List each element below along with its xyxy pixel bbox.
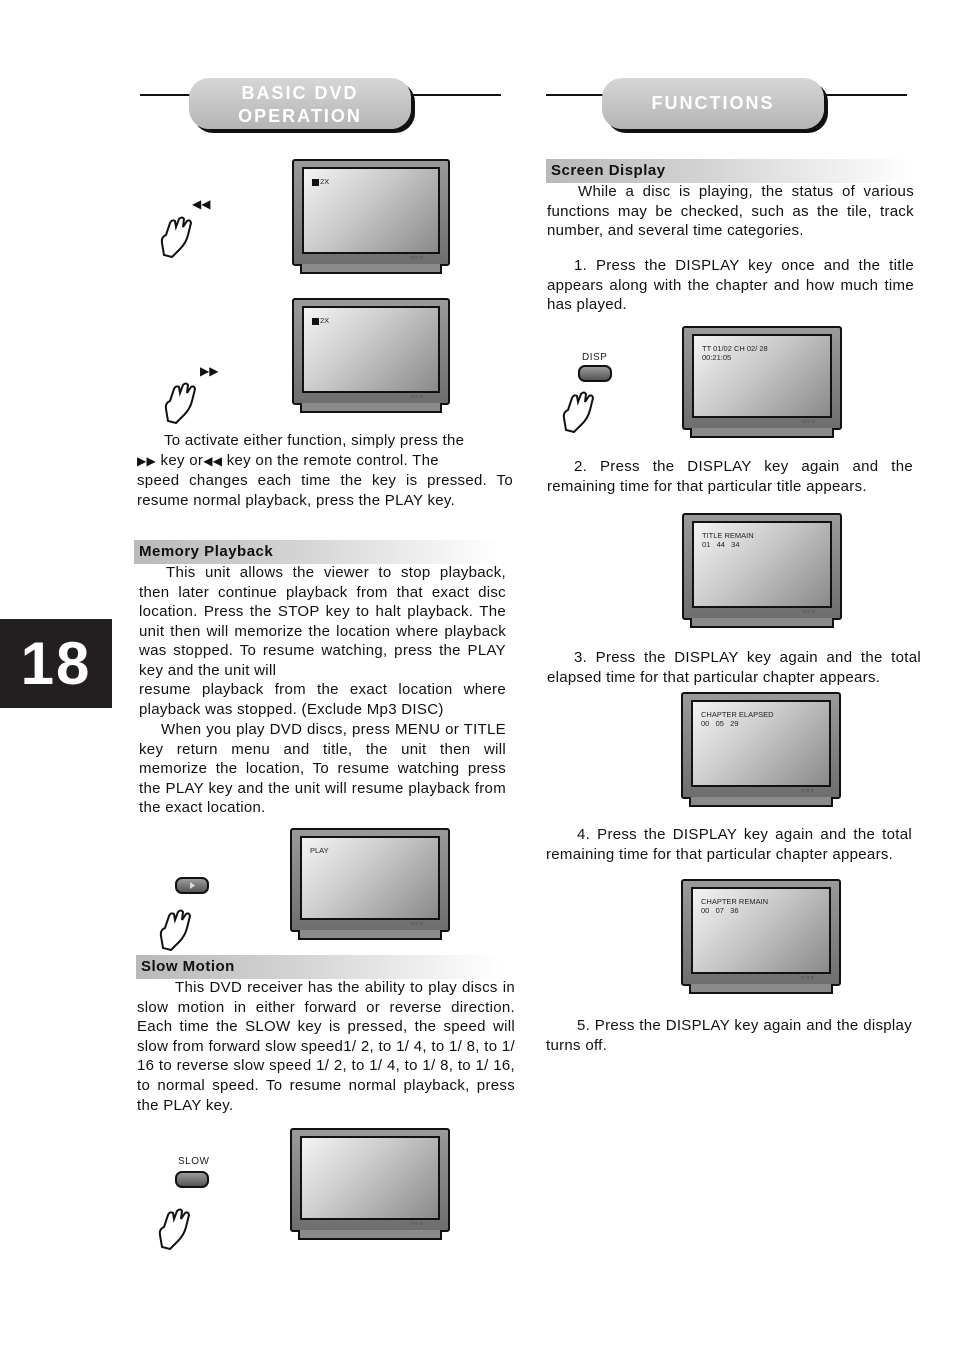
tv-screen [302,167,440,254]
pointing-hand-icon [156,1205,196,1250]
osd-line-1: TITLE REMAIN [702,531,754,540]
tv-chapter-elapsed [681,692,841,807]
osd-speed [312,177,329,186]
rewind-icon: ◀◀ [203,453,223,468]
tv-knobs: ○○○ [802,609,816,615]
scan-line-1: To activate either function, simply press the [164,432,465,449]
osd-forward-glyph [312,318,319,325]
memory-text-2: resume playback from the exact location where playback was stopped. (Exclude Mp3 DISC) [139,681,506,718]
tv-rewind [292,159,450,274]
scan-line-2 [137,451,513,472]
functions-title: FUNCTIONS [651,93,775,113]
osd-line-2: 01 44 34 [702,540,740,549]
tv-display-title [682,326,842,438]
section-title-basic-dvd-operation [189,78,411,129]
play-icon [177,879,207,892]
tv-knobs: ○○○ [801,788,815,794]
tv-knobs: ○○○ [410,394,424,400]
pointing-hand-icon [158,213,198,258]
fast-forward-icon: ▶▶ [200,364,219,378]
osd-line-1: TT 01/02 CH 02/ 28 [702,344,768,353]
tv-knobs: ○○○ [410,255,424,261]
osd-line-1: CHAPTER REMAIN [701,897,769,906]
slow-button [175,1171,209,1188]
heading-screen-display: Screen Display [546,159,911,183]
heading-memory-playback: Memory Playback [134,540,499,564]
tv-screen [691,700,831,787]
pointing-hand-icon [162,379,202,424]
osd-line-1: CHAPTER ELAPSED [701,710,774,719]
osd-line-2: 00 05 29 [701,719,739,728]
osd-text: 2X [320,316,330,325]
tv-knobs: ○○○ [410,1221,424,1227]
page-number: 18 [20,630,92,697]
step-5-text: 5. Press the DISPLAY key again and the display turns off. [546,1017,912,1054]
disp-button-label: DISP [582,352,608,363]
slow-motion-text: This DVD receiver has the ability to play discs in slow motion in either forward or reverse direction. Each time the SLOW key is pressed, the speed will slow from forward slow speed1/ 2, to 1/ 4, to 1/ 8, to 1/ 16 to reverse slow speed 1/ 2, to 1/ 4, to 1/ 8, to 1/ 16, to normal speed. To resume normal playback, press the PLAY key. [137,979,515,1114]
step-2-text: 2. Press the DISPLAY key again and the remaining time for that particular title appears. [547,458,913,495]
osd-speed [312,316,329,325]
scan-instructions [137,431,513,510]
tv-screen [692,521,832,608]
step-1-text: 1. Press the DISPLAY key once and the title appears along with the chapter and how much time has played. [547,257,914,314]
tv-screen [691,887,831,974]
osd-play: PLAY [310,846,329,855]
tv-knobs: ○○○ [802,419,816,425]
osd-title-remain [702,531,754,549]
fast-forward-icon: ▶▶ [137,453,157,468]
tv-screen [300,836,440,920]
page-number-tab [0,619,112,708]
osd-rewind-glyph [312,179,319,186]
osd-text: 2X [320,177,330,186]
tv-slow [290,1128,450,1240]
tv-base [689,984,833,994]
tv-screen [302,306,440,393]
osd-title-info [702,344,768,362]
tv-base [690,428,834,438]
tv-play [290,828,450,940]
tv-screen [692,334,832,418]
step-4-text: 4. Press the DISPLAY key again and the total remaining time for that particular chapter appears. [546,826,912,863]
tv-knobs: ○○○ [410,921,424,927]
tv-base [689,797,833,807]
scan-line-2-b: key on the remote control. The [226,451,439,469]
heading-slow-motion: Slow Motion [136,955,501,979]
tv-base [300,403,442,413]
pointing-hand-icon [560,388,600,433]
title-line-1: BASIC DVD [241,83,359,103]
title-line-2: OPERATION [238,106,362,126]
memory-text-3: When you play DVD discs, press MENU or TITLE key return menu and title, the unit then will memorize the location, To resume watching press the PLAY key and the unit will resume playback from the exact location. [139,721,506,817]
rewind-icon: ◀◀ [192,197,211,211]
screen-display-intro: While a disc is playing, the status of various functions may be checked, such as the tile, track number, and several time categories. [547,183,914,240]
tv-base [298,1230,442,1240]
slow-button-label: SLOW [178,1156,210,1167]
step-3-text: 3. Press the DISPLAY key again and the total elapsed time for that particular chapter appears. [547,649,921,686]
memory-text-1: This unit allows the viewer to stop playback, then later continue playback from that exact disc location. Press the STOP key to halt playback. The unit then will memorize the location where playback was stopped. To resume watching, press the PLAY key and the unit will [139,564,506,679]
tv-chapter-remain [681,879,841,994]
pointing-hand-icon [157,906,197,951]
tv-base [690,618,834,628]
disp-button [578,365,612,382]
tv-base [300,264,442,274]
osd-line-2: 00:21:05 [702,353,732,362]
tv-fast-forward [292,298,450,413]
tv-screen [300,1136,440,1220]
section-title-functions [602,78,824,129]
scan-line-2-a: key or [160,451,204,469]
scan-rest: speed changes each time the key is pressed. To resume normal playback, press the PLAY key. [137,472,513,509]
osd-chapter-remain [701,897,768,915]
tv-knobs: ○○○ [801,975,815,981]
play-button [175,877,209,894]
tv-base [298,930,442,940]
tv-title-remain [682,513,842,628]
osd-line-2: 00 07 36 [701,906,739,915]
osd-chapter-elapsed [701,710,774,728]
